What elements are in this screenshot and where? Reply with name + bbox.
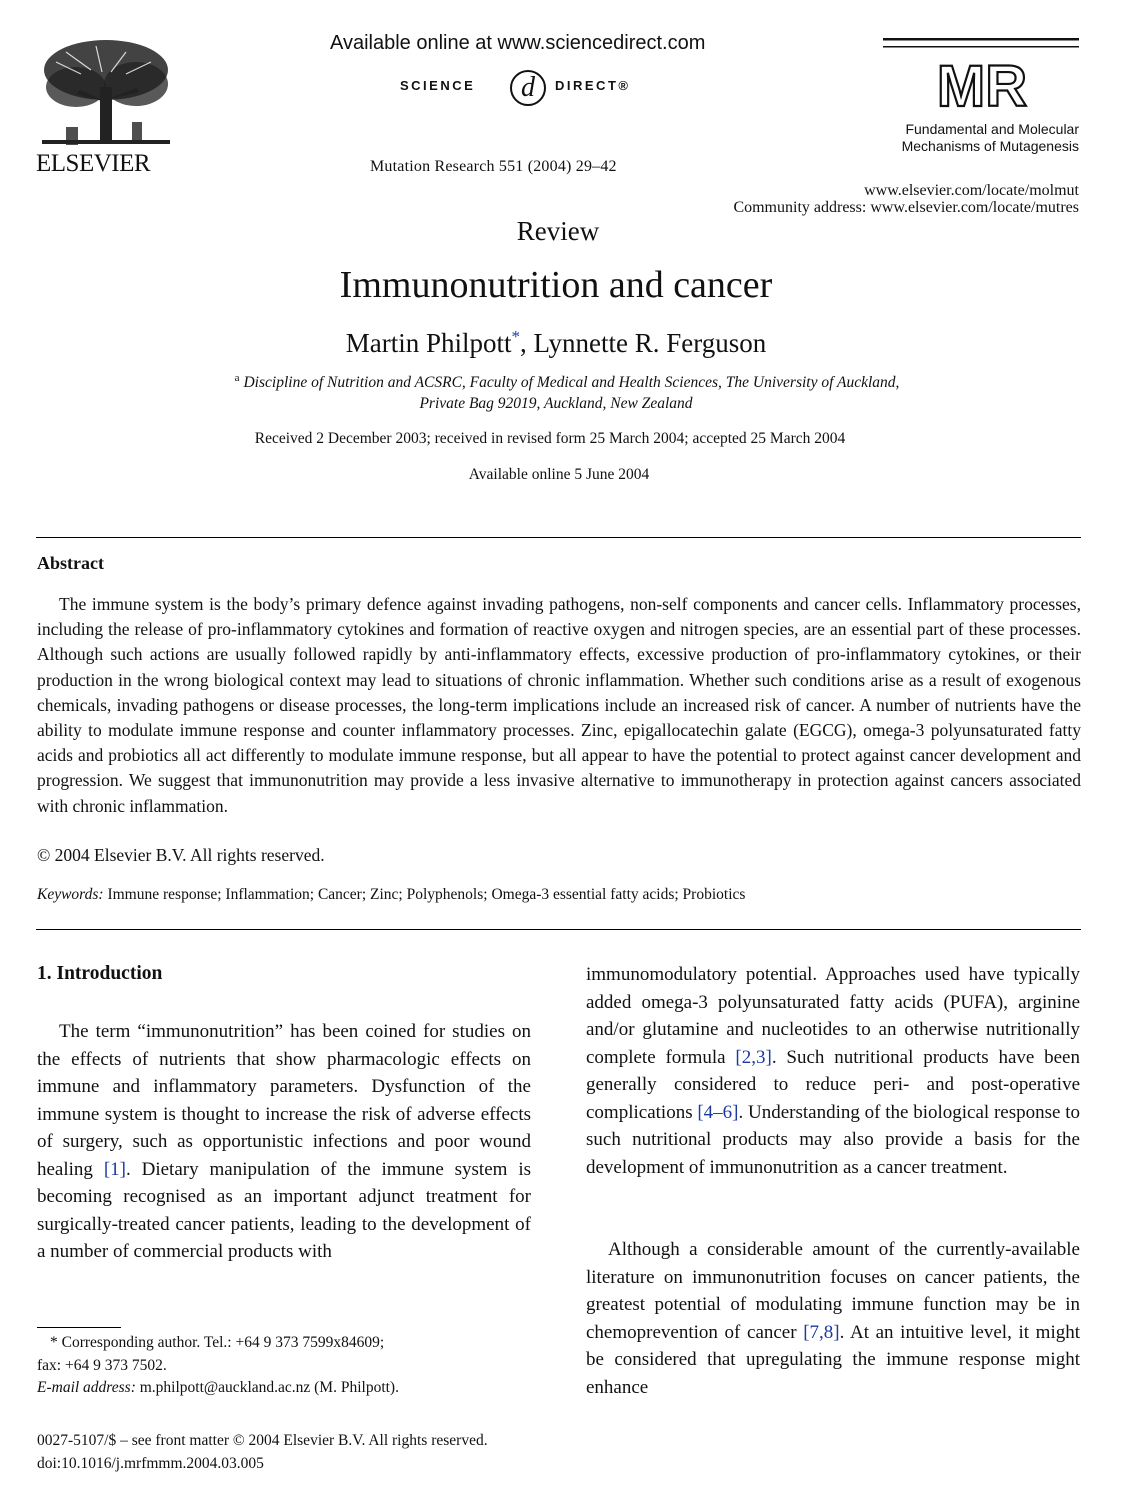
- svg-text:MR: MR: [936, 54, 1028, 114]
- affiliation-mark: a: [234, 372, 240, 384]
- abstract-bottom-rule: [36, 929, 1081, 930]
- abstract-heading: Abstract: [37, 553, 104, 573]
- intro-paragraph-2: [586, 1236, 1080, 1401]
- citation-link[interactable]: [7,8]: [803, 1321, 840, 1343]
- section-heading-introduction: 1. Introduction: [37, 963, 163, 984]
- sciencedirect-right-word: DIRECT®: [555, 78, 631, 93]
- intro-text: Although a considerable amount of the currently-available literature on immunonutrition focuses on cancer patients, the greatest potential of modulating immune function may be in chemoprevention of cancer: [586, 1239, 1080, 1343]
- intro-text: . Dietary manipulation of the immune system is becoming recognised as an important adjunct treatment for surgically-treated cancer patients, leading to the development of a number of commercial products with: [37, 1158, 531, 1262]
- journal-url[interactable]: www.elsevier.com/locate/molmut: [864, 182, 1079, 199]
- author-2[interactable]: , Lynnette R. Ferguson: [520, 328, 767, 358]
- abstract-top-rule: [36, 537, 1081, 538]
- intro-text: . Understanding of the biological response to such nutritional products may also provide a basis for the development of immunonutrition as a cancer treatment.: [586, 1101, 1080, 1178]
- email-address-link[interactable]: m.philpott@auckland.ac.nz (M. Philpott).: [139, 1379, 399, 1396]
- keywords-label: Keywords:: [37, 886, 104, 903]
- corresponding-author-mark[interactable]: *: [511, 327, 520, 346]
- affiliation-text-1: Discipline of Nutrition and ACSRC, Faculty of Medical and Health Sciences, The University of Auckland,: [243, 374, 900, 392]
- sciencedirect-left-word: SCIENCE: [400, 78, 476, 93]
- front-matter-line: 0027-5107/$ – see front matter © 2004 Elsevier B.V. All rights reserved.: [37, 1432, 488, 1449]
- available-online-banner[interactable]: Available online at www.sciencedirect.com: [330, 32, 706, 54]
- abstract-body: The immune system is the body’s primary defence against invading pathogens, non-self components and cancer cells. Inflammatory processes, including the release of pro-inflammatory cytokines and formation of reactive oxygen and nitrogen species, are an essential part of these processes. Although such actions are usually followed rapidly by anti-inflammatory effects, excessive production of pro-inflammatory cytokines, or their production in the wrong biological context may lead to situations of chronic inflammation. Whether such conditions arise as a result of exogenous chemicals, invading pathogens or disease processes, the long-term implications include an increased risk of cancer. A number of nutrients have the ability to modulate immune response and counter inflammatory processes. Zinc, epigallocatechin galate (EGCG), omega-3 polyunsaturated fatty acids and probiotics all act differently to modulate immune response, but all appear to have the potential to protect against cancer development and progression. We suggest that immunonutrition may provide a less invasive alternative to immunotherapy in protection against cancers associated with chronic inflammation.: [37, 594, 1081, 816]
- footnote-rule: [37, 1327, 121, 1328]
- journal-subtitle: [870, 121, 1079, 155]
- journal-subtitle-line2: Mechanisms of Mutagenesis: [901, 138, 1079, 154]
- footnote-fax: fax: +64 9 373 7502.: [37, 1356, 167, 1374]
- intro-text: . Such nutritional products have been generally considered to reduce peri- and post-operative complications: [586, 1046, 1080, 1123]
- journal-header-rules: [883, 36, 1079, 52]
- author-list: [0, 327, 1112, 359]
- affiliation-line-1: [0, 372, 1134, 392]
- intro-paragraph-1: [37, 1018, 531, 1266]
- intro-text: The term “immunonutrition” has been coined for studies on the effects of nutrients that show pharmacologic effects on immune and inflammatory parameters. Dysfunction of the immune system is thought to increase the risk of adverse effects of surgery, such as opportunistic infections and poor wound healing: [37, 1021, 531, 1180]
- article-title: Immunonutrition and cancer: [339, 264, 773, 306]
- mutation-research-logo-icon: [915, 54, 1050, 114]
- journal-citation: Mutation Research 551 (2004) 29–42: [370, 158, 617, 175]
- email-label: E-mail address:: [37, 1379, 136, 1396]
- abstract-copyright: © 2004 Elsevier B.V. All rights reserved.: [37, 845, 325, 865]
- affiliation-line-2: Private Bag 92019, Auckland, New Zealand: [419, 395, 693, 412]
- svg-text:d: d: [521, 72, 535, 103]
- available-online-date: Available online 5 June 2004: [468, 466, 650, 483]
- citation-link[interactable]: [4–6]: [697, 1101, 739, 1123]
- doi-link[interactable]: doi:10.1016/j.mrfmmm.2004.03.005: [37, 1455, 264, 1472]
- keywords-list: Immune response; Inflammation; Cancer; Zinc; Polyphenols; Omega-3 essential fatty acids; Probiotics: [107, 886, 746, 903]
- citation-link[interactable]: [2,3]: [735, 1046, 772, 1068]
- intro-text: . At an intuitive level, it might be considered that upregulating the immune response might enhance: [586, 1321, 1080, 1398]
- footnote-phone: * Corresponding author. Tel.: +64 9 373 7599x84609;: [50, 1334, 385, 1351]
- corresponding-author-footnote: [37, 1332, 537, 1400]
- intro-paragraph-1-continued: [586, 961, 1080, 1181]
- author-1[interactable]: Martin Philpott: [345, 328, 512, 358]
- intro-text: immunomodulatory potential. Approaches used have typically added omega-3 polyunsaturated fatty acids (PUFA), arginine and/or glutamine and nucleotides to an otherwise nutritionally complete formula: [586, 964, 1080, 1068]
- elsevier-wordmark: ELSEVIER: [36, 150, 151, 177]
- article-type: Review: [516, 216, 600, 246]
- citation-link[interactable]: [1]: [103, 1158, 126, 1180]
- keywords: [37, 886, 745, 904]
- community-url[interactable]: Community address: www.elsevier.com/locate/mutres: [733, 199, 1079, 216]
- article-history-dates: Received 2 December 2003; received in revised form 25 March 2004; accepted 25 March 2004: [254, 430, 846, 447]
- journal-subtitle-line1: Fundamental and Molecular: [905, 121, 1079, 137]
- footnote-email: [37, 1377, 537, 1400]
